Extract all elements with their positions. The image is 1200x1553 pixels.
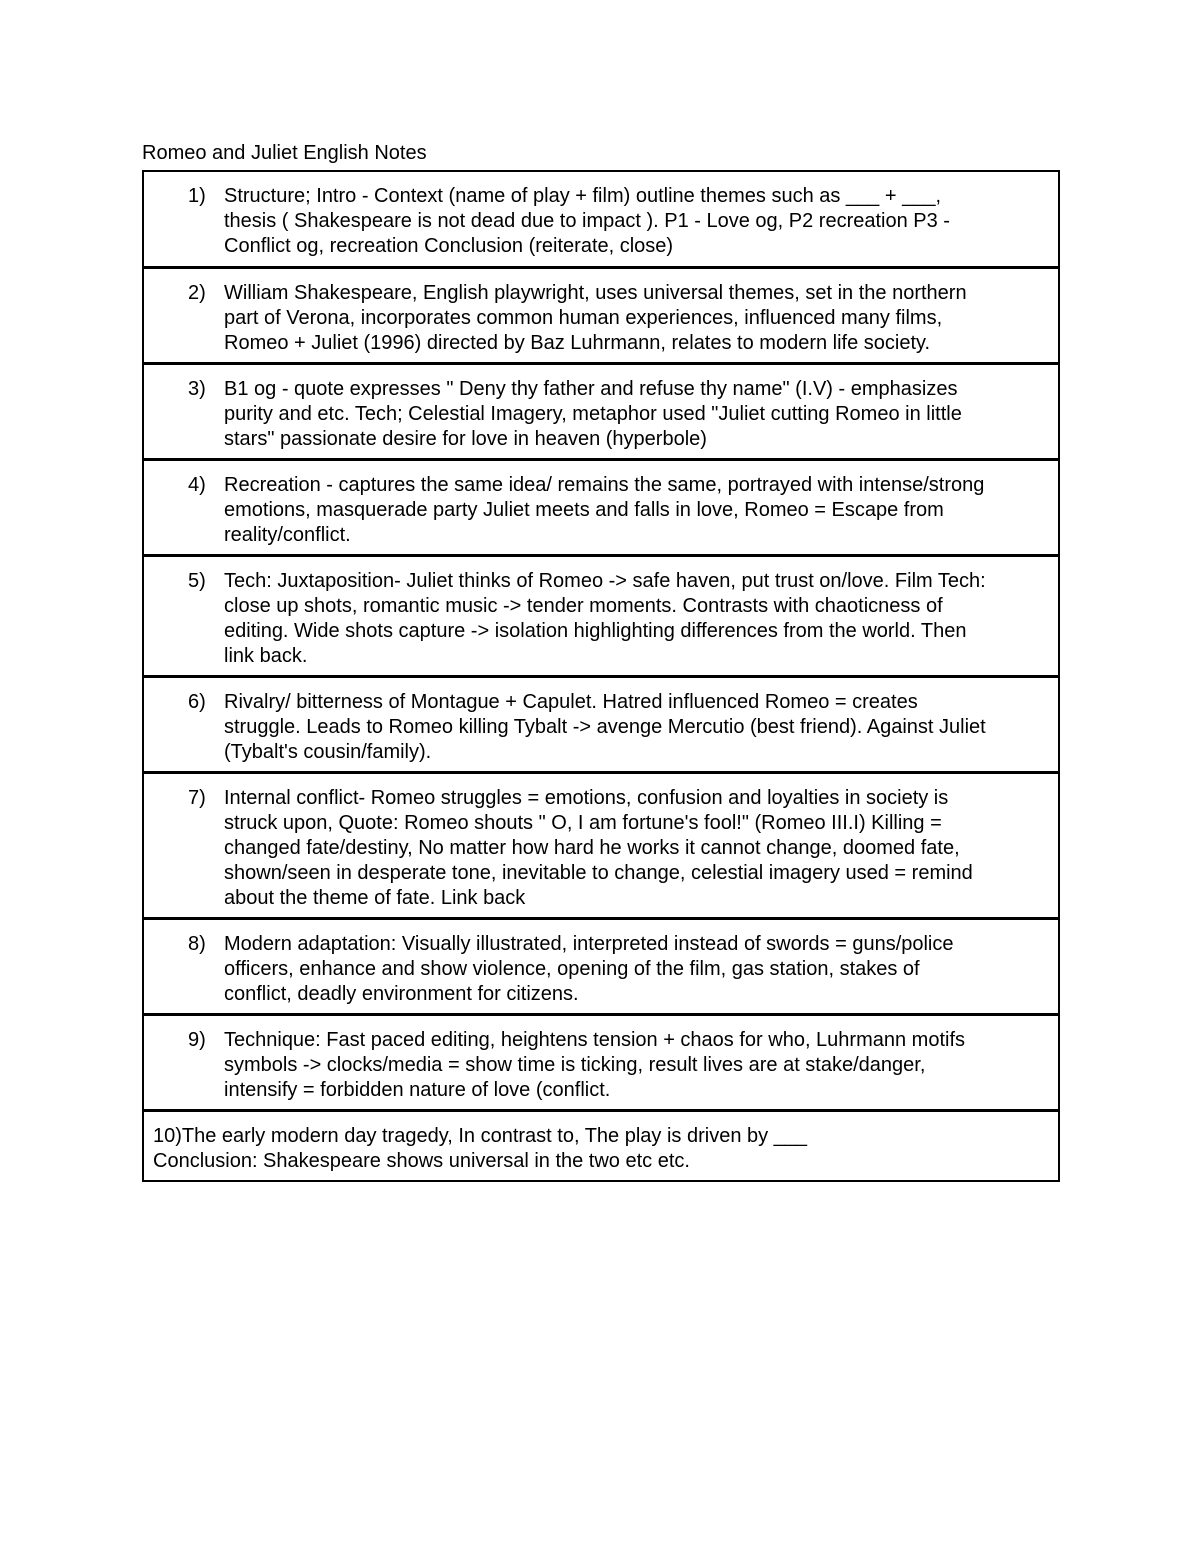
note-line: intensify = forbidden nature of love (conflict. bbox=[224, 1079, 611, 1101]
note-text bbox=[224, 172, 1050, 259]
note-line: shown/seen in desperate tone, inevitable to change, celestial imagery used = remind bbox=[224, 862, 973, 884]
note-line: Internal conflict- Romeo struggles = emotions, confusion and loyalties in society is bbox=[224, 787, 949, 809]
note-line: conflict, deadly environment for citizens. bbox=[224, 983, 579, 1005]
note-row-2 bbox=[144, 269, 1058, 365]
note-line: symbols -> clocks/media = show time is ticking, result lives are at stake/danger, bbox=[224, 1054, 926, 1076]
note-line: link back. bbox=[224, 645, 308, 667]
note-text bbox=[224, 557, 1050, 669]
note-line: struggle. Leads to Romeo killing Tybalt -> avenge Mercutio (best friend). Against Juliet bbox=[224, 716, 986, 738]
note-line: Modern adaptation: Visually illustrated, interpreted instead of swords = guns/police bbox=[224, 933, 954, 955]
note-line: thesis ( Shakespeare is not dead due to impact ). P1 - Love og, P2 recreation P3 - bbox=[224, 210, 950, 232]
note-line: Rivalry/ bitterness of Montague + Capulet. Hatred influenced Romeo = creates bbox=[224, 691, 918, 713]
note-line: Structure; Intro - Context (name of play + film) outline themes such as ___ + ___, bbox=[224, 185, 942, 207]
note-number: 7) bbox=[188, 787, 206, 809]
note-row-1 bbox=[144, 172, 1058, 269]
note-line: emotions, masquerade party Juliet meets and falls in love, Romeo = Escape from bbox=[224, 499, 944, 521]
note-text bbox=[224, 920, 1050, 1007]
note-text bbox=[224, 365, 1050, 452]
note-number: 4) bbox=[188, 474, 206, 496]
note-line: Romeo + Juliet (1996) directed by Baz Luhrmann, relates to modern life society. bbox=[224, 332, 931, 354]
note-line: part of Verona, incorporates common human experiences, influenced many films, bbox=[224, 307, 943, 329]
note-text bbox=[224, 678, 1050, 765]
note-row-8 bbox=[144, 920, 1058, 1016]
note-line: struck upon, Quote: Romeo shouts " O, I am fortune's fool!" (Romeo III.I) Killing = bbox=[224, 812, 942, 834]
note-line: changed fate/destiny, No matter how hard he works it cannot change, doomed fate, bbox=[224, 837, 960, 859]
note-row-6 bbox=[144, 678, 1058, 774]
note-line: Conclusion: Shakespeare shows universal in the two etc etc. bbox=[153, 1150, 690, 1172]
note-text bbox=[224, 269, 1050, 356]
page-title: Romeo and Juliet English Notes bbox=[142, 142, 427, 164]
note-number: 1) bbox=[188, 185, 206, 207]
note-line: Technique: Fast paced editing, heightens tension + chaos for who, Luhrmann motifs bbox=[224, 1029, 966, 1051]
note-row-4 bbox=[144, 461, 1058, 557]
note-line: (Tybalt's cousin/family). bbox=[224, 741, 432, 763]
note-text bbox=[144, 1112, 1058, 1174]
note-row-3 bbox=[144, 365, 1058, 461]
note-row-10 bbox=[144, 1112, 1058, 1180]
note-line: 10)The early modern day tragedy, In contrast to, The play is driven by ___ bbox=[153, 1125, 808, 1147]
note-line: Conflict og, recreation Conclusion (reiterate, close) bbox=[224, 235, 674, 257]
note-line: reality/conflict. bbox=[224, 524, 351, 546]
note-number: 3) bbox=[188, 378, 206, 400]
note-number: 2) bbox=[188, 282, 206, 304]
note-line: Tech: Juxtaposition- Juliet thinks of Romeo -> safe haven, put trust on/love. Film Tech: bbox=[224, 570, 986, 592]
note-line: close up shots, romantic music -> tender moments. Contrasts with chaoticness of bbox=[224, 595, 943, 617]
note-number: 9) bbox=[188, 1029, 206, 1051]
note-text bbox=[224, 774, 1050, 911]
note-line: about the theme of fate. Link back bbox=[224, 887, 526, 909]
note-line: purity and etc. Tech; Celestial Imagery, metaphor used "Juliet cutting Romeo in little bbox=[224, 403, 962, 425]
note-row-7 bbox=[144, 774, 1058, 920]
note-number: 8) bbox=[188, 933, 206, 955]
note-line: stars" passionate desire for love in heaven (hyperbole) bbox=[224, 428, 707, 450]
note-number: 6) bbox=[188, 691, 206, 713]
note-line: officers, enhance and show violence, opening of the film, gas station, stakes of bbox=[224, 958, 920, 980]
notes-table bbox=[142, 170, 1060, 1182]
note-line: Recreation - captures the same idea/ remains the same, portrayed with intense/strong bbox=[224, 474, 985, 496]
note-row-9 bbox=[144, 1016, 1058, 1112]
note-line: William Shakespeare, English playwright, uses universal themes, set in the northern bbox=[224, 282, 967, 304]
note-line: B1 og - quote expresses " Deny thy father and refuse thy name" (I.V) - emphasizes bbox=[224, 378, 958, 400]
note-text bbox=[224, 461, 1050, 548]
note-line: editing. Wide shots capture -> isolation highlighting differences from the world. Then bbox=[224, 620, 967, 642]
note-text bbox=[224, 1016, 1050, 1103]
note-number: 5) bbox=[188, 570, 206, 592]
note-row-5 bbox=[144, 557, 1058, 678]
